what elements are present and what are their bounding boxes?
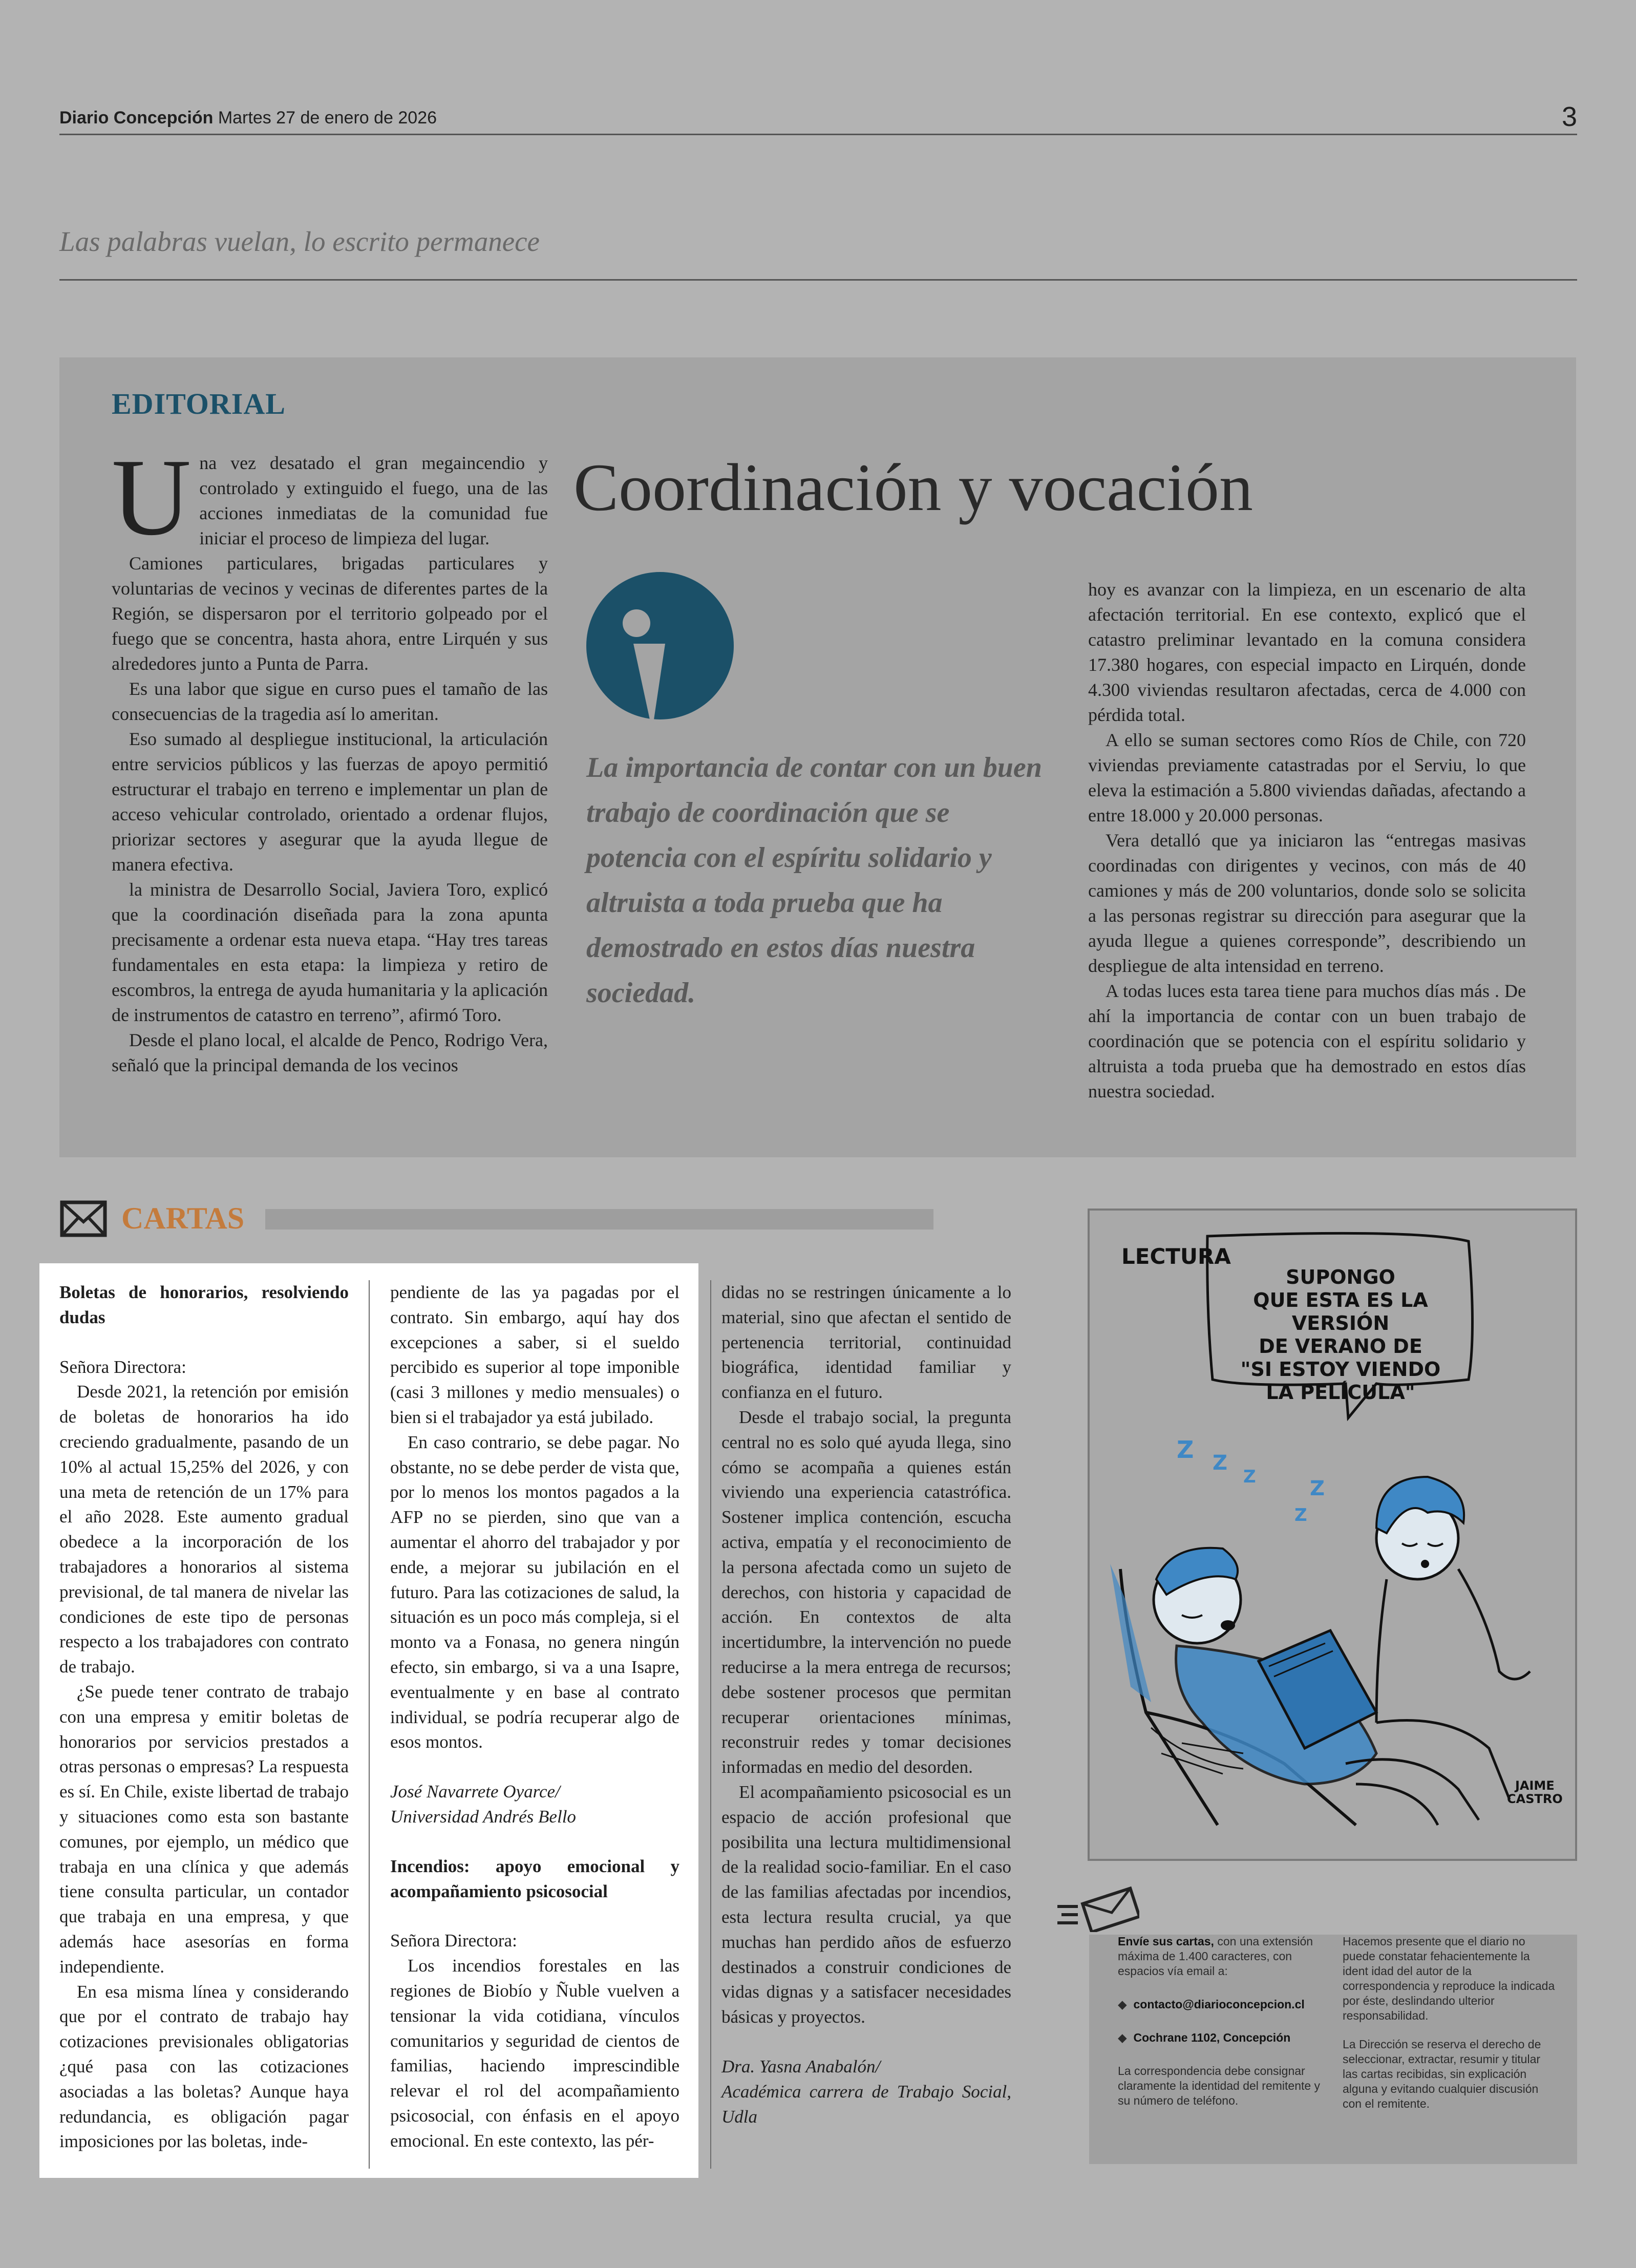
letter-paragraph: Desde 2021, la retención por emisión de boletas de honorarios ha ido creciendo gradualmente, pasando de un 10% al actual 15,25% del 2026, y con una meta de retención de un 17% para el año 2028. Este aumento gradual obedece a la incorporación de los trabajadores a honorarios al sistema previsional, de tal manera de nivelar las condiciones de este tipo de personas respecto a los trabajadores con contrato de trabajo. (59, 1382, 349, 1677)
editorial-column-3 (1088, 577, 1526, 1104)
editorial-paragraph: A ello se suman sectores como Ríos de Chile, con 720 viviendas previamente catastradas por el Serviu, lo que eleva la estimación a 5.800 viviendas dañadas, afectando a entre 18.000 y 20.000 personas. (1088, 730, 1526, 825)
letter-paragraph: Los incendios forestales en las regiones de Biobío y Ñuble vuelven a tensionar la vida cotidiana, vínculos comunitarios y seguridad de cientos de familias, haciendo imprescindible relevar el rol del acompañamiento psicosocial, con énfasis en el apoyo emocional. En este contexto, las pér- (390, 1956, 679, 2151)
editorial-column-1 (112, 436, 548, 1078)
page-header (59, 101, 1577, 135)
drop-cap: U (112, 436, 192, 558)
bullet-icon: ◆ (1118, 2031, 1127, 2044)
send-text: con una extensión máxima de 1.400 caracteres, con espacios vía email a: (1118, 1935, 1313, 1978)
bubble-line: SUPONGO (1286, 1266, 1395, 1288)
letter-signature: Dra. Yasna Anabalón/ (721, 2056, 881, 2076)
header-info (59, 108, 437, 128)
letters-column-3 (721, 1280, 1011, 2129)
letter-paragraph: En caso contrario, se debe pagar. No obstante, no se debe perder de vista que, por lo menos los montos pagados a la AFP no se pierden, sino que van a aumentar el ahorro del trabajador y por ende, a mejorar su jubilación en el futuro. Para las cotizaciones de salud, la situación es un poco más compleja, si el monto va a Fonasa, no genera ningún efecto, sin embargo, si va a una Isapre, eventualmente y en base al contrato individual, se podría recuperar algo de esos montos. (390, 1432, 679, 1752)
letter-paragraph: pendiente de las ya pagadas por el contrato. Sin embargo, aquí hay dos excepciones a saber, si el sueldo percibido es superior al tope imponible (casi 3 millones y medio mensuales) o bien si el trabajador ya está jubilado. (390, 1282, 679, 1427)
letter-title: Boletas de honorarios, resolviendo dudas (59, 1282, 349, 1327)
section-bar (265, 1209, 933, 1230)
policy-note: La Dirección se reserva el derecho de seleccionar, extractar, resumir y titular las cartas recibidas, sin explicación alguna y evitando cualquier discusión con el remitente. (1343, 2038, 1541, 2110)
contact-email[interactable]: contacto@diarioconcepcion.cl (1133, 1998, 1305, 2011)
section-tagline: Las palabras vuelan, lo escrito permanece (59, 225, 1577, 281)
bubble-line: LA PELÍCULA" (1266, 1381, 1415, 1404)
editorial-policy (1343, 1934, 1555, 2125)
letters-column-2 (390, 1280, 679, 2154)
column-divider (710, 1280, 711, 2169)
editorial-paragraph: Camiones particulares, brigadas particulares y voluntarias de vecinos y vecinas de diferentes partes de la Región, se dispersaron por el territorio golpeado por el fuego que se concentra, hasta ahora, entre Lirquén y sus alrededores junto a Punta de Parra. (112, 553, 548, 674)
signature-line: JAIME (1515, 1778, 1555, 1793)
contact-address: Cochrane 1102, Concepción (1133, 2031, 1291, 2044)
editorial-paragraph: hoy es avanzar con la limpieza, en un escenario de alta afectación territorial. En ese contexto, explicó que el catastro preliminar levantado en la comuna considera 17.380 hogares, con especial impacto en Lirquén, donde 4.300 viviendas resultaron afectadas, cerca de 4.000 con pérdida total. (1088, 579, 1526, 725)
cartas-label: CARTAS (121, 1201, 245, 1235)
letter-paragraph: En esa misma línea y considerando que por el contrato de trabajo hay cotizaciones previsionales obligatorias ¿qué pasa con las cotizaciones asociadas a las boletas? Aunque haya redundancia, es obligación pagar imposiciones por las boletas, inde- (59, 1981, 349, 2152)
editorial-paragraph: Eso sumado al despliegue institucional, la articulación entre servicios públicos y las fuerzas de apoyo permitió estructurar el trabajo en terreno e implementar un plan de acceso vehicular controlado, orientado a ordenar flujos, priorizar sectores y asegurar que la ayuda llegue de manera efectiva. (112, 729, 548, 875)
bubble-line: QUE ESTA ES LA VERSIÓN (1253, 1289, 1428, 1334)
editorial-paragraph: Es una labor que sigue en curso pues el tamaño de las consecuencias de la tragedia así lo ameritan. (112, 679, 548, 724)
editorial-paragraph: Desde el plano local, el alcalde de Penco, Rodrigo Vera, señaló que la principal demanda de los vecinos (112, 1030, 548, 1075)
snore-z: Z (1294, 1505, 1307, 1525)
send-heading: Envíe sus cartas, (1118, 1935, 1214, 1948)
letters-column-1 (59, 1280, 349, 2154)
editorial-paragraph: Vera detalló que ya iniciaron las “entregas masivas coordinadas con dirigentes y vecinos, con más de 40 camiones y más de 200 voluntarios, donde solo se solicita a las personas registrar su dirección para asegurar que la ayuda llegue a quienes corresponde”, describiendo un despliegue de alta intensidad en terreno. (1088, 830, 1526, 976)
signature-line: CASTRO (1507, 1792, 1563, 1806)
editorial-paragraph: la ministra de Desarrollo Social, Javiera Toro, explicó que la coordinación diseñada para la zona apunta precisamente a ordenar esta nueva etapa. “Hay tres tareas fundamentales en esta etapa: la limpieza y retiro de escombros, la entrega de ayuda humanitaria y la aplicación de instrumentos de catastro en terreno”, afirmó Toro. (112, 879, 548, 1025)
cartoon-label: LECTURA (1121, 1244, 1231, 1269)
flying-envelope-icon (1057, 1886, 1139, 1932)
column-divider (369, 1280, 370, 2169)
pull-quote: La importancia de contar con un buen trabajo de coordinación que se potencia con el espíritu solidario y altruista a toda prueba que ha demostrado en estos días nuestra sociedad. (586, 752, 1042, 1009)
letter-signature: Académica carrera de Trabajo Social, Udla (721, 2081, 1011, 2127)
snore-z: Z (1177, 1436, 1194, 1464)
editorial-label: EDITORIAL (112, 387, 286, 420)
identity-note: La correspondencia debe consignar claramente la identidad del remitente y su número de teléfono. (1118, 2064, 1321, 2107)
page-number: 3 (1561, 101, 1577, 132)
editorial-paragraph: A todas luces esta tarea tiene para muchos días más . De ahí la importancia de contar con un buen trabajo de coordinación que se potencia con el espíritu solidario y altruista a toda prueba que ha demostrado en estos días nuestra sociedad. (1088, 981, 1526, 1101)
policy-note: Hacemos presente que el diario no puede constatar fehacientemente la ident idad del autor de la correspondencia y reproduce la indicada por éste, deslindando ulterior responsabilidad. (1343, 1935, 1555, 2022)
bubble-line: DE VERANO DE (1259, 1335, 1422, 1358)
letter-paragraph: ¿Se puede tener contrato de trabajo con una empresa y emitir boletas de honorarios por servicios prestados a otras personas o empresas? La respuesta es sí. En Chile, existe libertad de trabajo y situaciones como esta son bastante comunes, por ejemplo, un médico que trabaja en una clínica y que además tiene consulta particular, un contador que trabaja en una empresa, y que además hace asesorías en forma independiente. (59, 1681, 349, 1977)
letter-signature: José Navarrete Oyarce/ (390, 1782, 560, 1802)
letter-paragraph: Desde el trabajo social, la pregunta central no es solo qué ayuda llega, sino cómo se acompaña a quienes están viviendo una experiencia catastrófica. Sostener implica contención, escucha activa, empatía y el reconocimiento de la persona afectada como un sujeto de derechos, con historia y capacidad de acción. En contextos de alta incertidumbre, la intervención no puede reducirse a la mera entrega de recursos; debe sostener procesos que permitan recuperar orientaciones mínimas, reconstruir redes y tomar decisiones informadas en medio del desorden. (721, 1407, 1011, 1777)
snore-z: Z (1310, 1477, 1325, 1500)
letter-signature: Universidad Andrés Bello (390, 1806, 576, 1827)
bubble-line: "SI ESTOY VIENDO (1240, 1358, 1441, 1381)
letter-title: Incendios: apoyo emocional y acompañamiento psicosocial (390, 1856, 679, 1901)
bullet-icon: ◆ (1118, 1998, 1127, 2011)
editorial-title: Coordinación y vocación (573, 450, 1253, 525)
snore-z: Z (1213, 1451, 1228, 1475)
cartoon-signature (1507, 1779, 1563, 1806)
send-letters-info (1118, 1934, 1333, 2122)
letter-paragraph: El acompañamiento psicosocial es un espacio de acción profesional que posibilita una lectura multidimensional de la realidad socio-familiar. En el caso de las familias afectadas por incendios, esta lectura resulta crucial, ya que muchas han perdido años de esfuerzo destinados a construir condiciones de vidas dignas y a satisfacer necesidades básicas y proyectos. (721, 1782, 1011, 2027)
envelope-icon (60, 1200, 107, 1237)
snore-z: Z (1243, 1467, 1256, 1487)
editorial-paragraph: na vez desatado el gran megaincendio y controlado y extinguido el fuego, una de las acciones inmediatas de la comunidad fue iniciar el proceso de limpieza del lugar. (199, 453, 548, 548)
letter-paragraph: didas no se restringen únicamente a lo material, sino que afectan el sentido de pertenencia territorial, continuidad biográfica, identidad familiar y confianza en el futuro. (721, 1282, 1011, 1403)
speech-bubble (1220, 1266, 1461, 1404)
issue-date: Martes 27 de enero de 2026 (218, 108, 437, 128)
cartoon (1088, 1209, 1577, 1861)
info-icon (586, 572, 734, 719)
letter-salutation: Señora Directora: (390, 1931, 517, 1951)
letter-salutation: Señora Directora: (59, 1356, 186, 1377)
paper-name: Diario Concepción (59, 108, 214, 128)
